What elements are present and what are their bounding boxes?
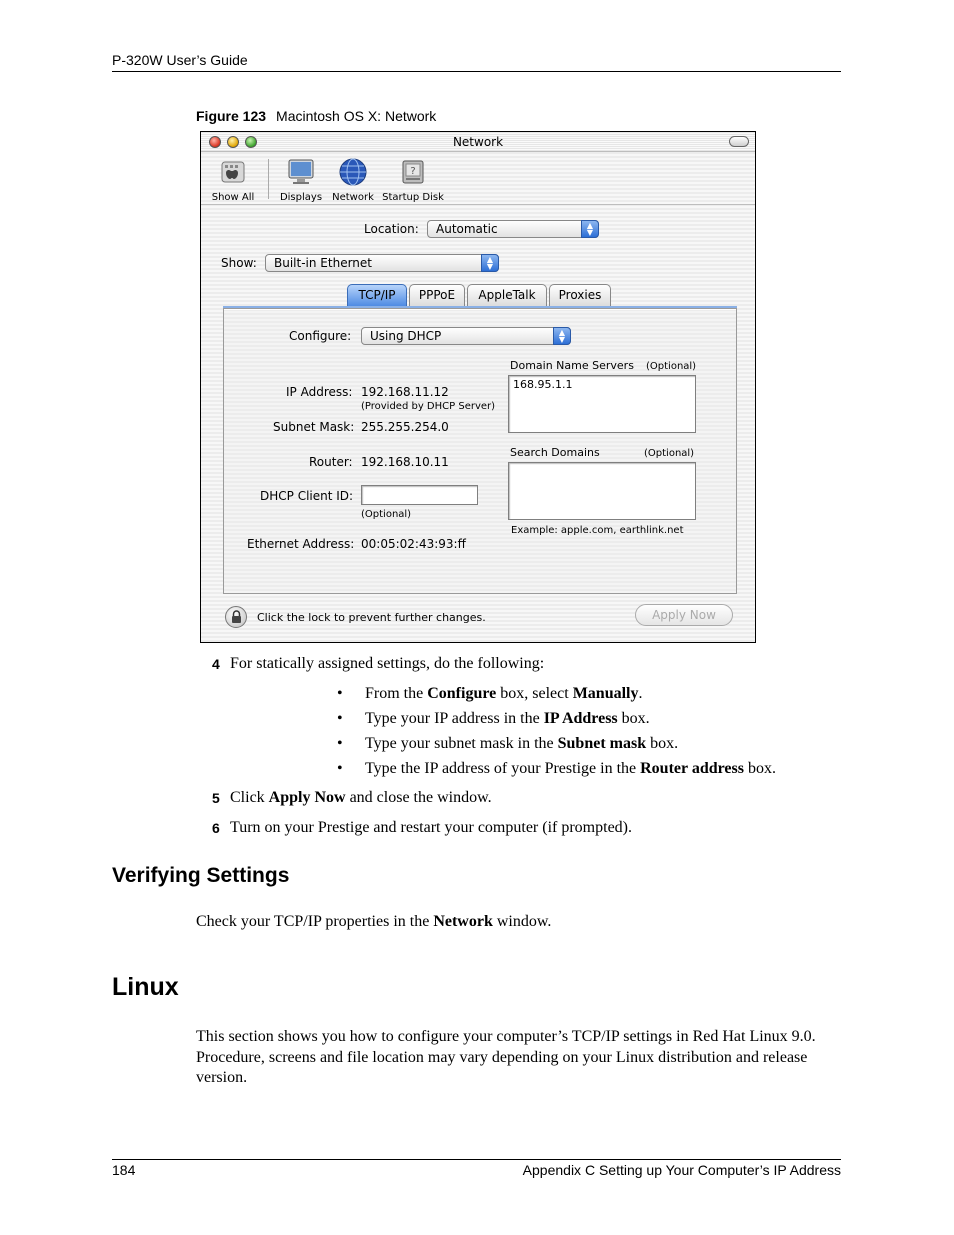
figure-caption — [196, 108, 436, 124]
toolbar-show-all-label: Show All — [211, 192, 255, 203]
footer-section: Appendix C Setting up Your Computer’s IP Address — [522, 1162, 841, 1178]
network-window-screenshot — [200, 131, 756, 643]
list-bold: Configure — [427, 685, 497, 702]
location-label: Location: — [364, 222, 419, 236]
show-value: Built-in Ethernet — [274, 256, 372, 270]
window-titlebar — [201, 132, 755, 152]
list-text: box. — [743, 760, 776, 777]
ip-address-value: 192.168.11.12 — [361, 385, 449, 399]
linux-heading: Linux — [112, 973, 179, 1001]
display-monitor-icon — [286, 157, 316, 187]
dhcp-client-id-field[interactable] — [361, 485, 478, 505]
toolbar-toggle-icon[interactable] — [729, 136, 749, 147]
ethernet-address-value: 00:05:02:43:93:ff — [361, 537, 466, 551]
subnet-mask-label: Subnet Mask: — [273, 420, 355, 434]
prefs-toolbar — [201, 153, 755, 205]
toolbar-network[interactable] — [329, 157, 377, 203]
svg-text:?: ? — [410, 166, 416, 177]
page-number: 184 — [112, 1162, 136, 1178]
toolbar-displays-label: Displays — [279, 192, 323, 203]
step-text: For statically assigned settings, do the following: — [230, 655, 545, 672]
toolbar-network-label: Network — [332, 192, 374, 203]
ip-address-label: IP Address: — [286, 385, 353, 399]
search-domains-example: Example: apple.com, earthlink.net — [511, 525, 684, 536]
list-text: Type the IP address of your Prestige in the — [365, 760, 641, 777]
ethernet-address-label: Ethernet Address: — [247, 537, 355, 551]
list-text: box. — [617, 710, 650, 727]
window-title: Network — [452, 135, 504, 149]
verifying-settings-heading: Verifying Settings — [112, 864, 290, 887]
list-bold: Subnet mask — [557, 735, 647, 752]
list-bold: Manually — [572, 685, 639, 702]
list-text: Type your IP address in the — [365, 710, 544, 727]
step-bold: Apply Now — [268, 789, 346, 806]
step-text: Turn on your Prestige and restart your computer (if prompted). — [230, 819, 632, 836]
search-domains-optional: (Optional) — [644, 448, 695, 459]
footer-rule — [112, 1159, 841, 1160]
toolbar-displays[interactable] — [277, 157, 325, 203]
step-text: and close the window. — [345, 789, 492, 806]
figure-number: Figure 123 — [196, 108, 267, 124]
bullet-dot: • — [337, 685, 343, 702]
ip-address-note: (Provided by DHCP Server) — [361, 401, 496, 412]
paragraph-bold: Network — [433, 913, 493, 930]
location-popup[interactable] — [427, 220, 599, 238]
tab-pppoe[interactable]: PPPoE — [409, 284, 465, 306]
configure-value: Using DHCP — [370, 329, 442, 343]
linux-paragraph: This section shows you how to configure your computer’s TCP/IP settings in Red Hat Linux 9.0. Procedure, screens and file location may vary depending on your Linux distribution and release version. — [196, 1028, 816, 1086]
verify-paragraph — [196, 912, 841, 933]
toolbar-separator — [268, 159, 269, 199]
apple-show-all-icon — [218, 157, 248, 187]
globe-icon — [338, 157, 368, 187]
dns-servers-field[interactable] — [508, 375, 696, 433]
bullet-dot: • — [337, 710, 343, 727]
step-number: 6 — [212, 820, 220, 836]
search-domains-field[interactable] — [508, 462, 696, 520]
toolbar-startup-disk-label: Startup Disk — [382, 192, 444, 203]
tcp-ip-panel — [223, 308, 737, 594]
list-text: . — [638, 685, 643, 702]
show-popup[interactable] — [265, 254, 499, 272]
padlock-icon — [231, 610, 242, 624]
toolbar-startup-disk[interactable] — [381, 157, 445, 203]
lock-icon[interactable] — [225, 606, 247, 628]
list-text: box, select — [496, 685, 573, 702]
router-label: Router: — [309, 455, 353, 469]
apply-now-button[interactable]: Apply Now — [635, 604, 733, 626]
toolbar-show-all[interactable] — [211, 157, 255, 203]
dhcp-client-id-note: (Optional) — [361, 509, 412, 520]
list-bold: Router address — [640, 760, 744, 777]
bullet-dot: • — [337, 735, 343, 752]
dns-label: Domain Name Servers — [510, 359, 634, 372]
tab-appletalk[interactable]: AppleTalk — [467, 284, 547, 306]
dns-server-value: 168.95.1.1 — [513, 378, 573, 391]
list-text: From the — [365, 685, 428, 702]
popup-arrows-icon: ▲ ▼ — [581, 220, 599, 238]
hard-disk-icon — [398, 157, 428, 187]
tab-tcp-ip[interactable]: TCP/IP — [347, 284, 407, 306]
popup-arrows-icon: ▲ ▼ — [553, 327, 571, 345]
header-rule — [112, 71, 841, 72]
bullet-dot: • — [337, 760, 343, 777]
location-value: Automatic — [436, 222, 498, 236]
search-domains-label: Search Domains — [510, 446, 600, 459]
step-text: Click — [230, 789, 269, 806]
show-label: Show: — [221, 256, 257, 270]
step-number: 4 — [212, 656, 220, 672]
list-text: box. — [646, 735, 679, 752]
settings-tabs — [201, 284, 755, 306]
figure-title: Macintosh OS X: Network — [276, 108, 437, 124]
subnet-mask-value: 255.255.254.0 — [361, 420, 449, 434]
router-value: 192.168.10.11 — [361, 455, 449, 469]
configure-label: Configure: — [289, 329, 352, 343]
popup-arrows-icon: ▲ ▼ — [481, 254, 499, 272]
lock-text: Click the lock to prevent further changes. — [257, 611, 486, 624]
dhcp-client-id-label: DHCP Client ID: — [260, 489, 354, 503]
paragraph-text: window. — [492, 913, 552, 930]
list-bold: IP Address — [543, 710, 618, 727]
step-number: 5 — [212, 790, 220, 806]
page-header: P-320W User’s Guide — [112, 52, 248, 68]
configure-popup[interactable] — [361, 327, 571, 345]
tab-proxies[interactable]: Proxies — [549, 284, 611, 306]
paragraph-text: Check your TCP/IP properties in the — [196, 913, 434, 930]
dns-optional: (Optional) — [646, 361, 697, 372]
list-text: Type your subnet mask in the — [365, 735, 558, 752]
